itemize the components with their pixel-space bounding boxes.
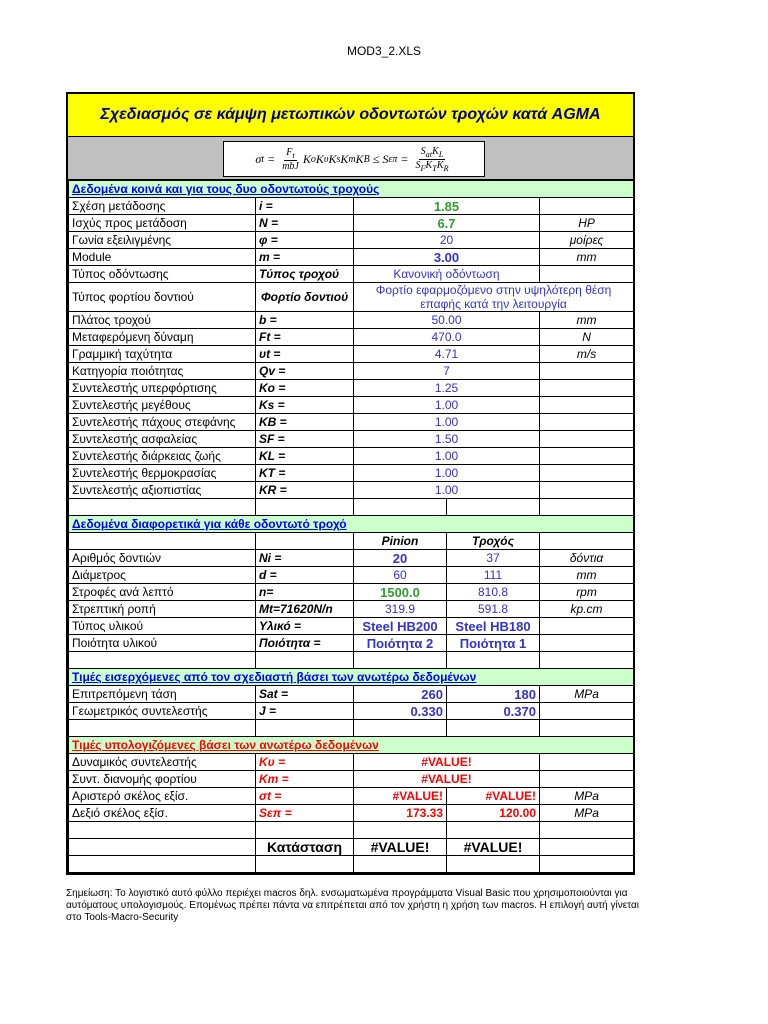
row-symbol: KR =	[256, 482, 354, 499]
blank-row	[69, 720, 634, 737]
empty-cell	[354, 652, 447, 669]
data-row	[69, 584, 634, 601]
empty-cell	[354, 499, 447, 516]
empty-cell	[447, 499, 540, 516]
row-symbol: d =	[256, 567, 354, 584]
data-row	[69, 431, 634, 448]
unit-cell: μοίρες	[540, 232, 634, 249]
pinion-value[interactable]: 319.9	[354, 601, 447, 618]
unit-cell: δόντια	[540, 550, 634, 567]
unit-cell: m/s	[540, 346, 634, 363]
unit-cell: mm	[540, 312, 634, 329]
row-label: Συντελεστής υπερφόρτισης	[69, 380, 256, 397]
data-row	[69, 198, 634, 215]
pinion-header: Pinion	[354, 533, 447, 550]
row-label: Γραμμική ταχύτητα	[69, 346, 256, 363]
input-cell[interactable]: 3.00	[354, 249, 540, 266]
row-symbol: Sat =	[256, 686, 354, 703]
unit-cell: HP	[540, 215, 634, 232]
data-row	[69, 703, 634, 720]
empty-cell	[256, 533, 354, 550]
row-symbol: Φορτίο δοντιού	[256, 283, 354, 312]
row-symbol: KL =	[256, 448, 354, 465]
data-row	[69, 266, 634, 283]
row-label: Στροφές ανά λεπτό	[69, 584, 256, 601]
pinion-value[interactable]: Steel HB200	[354, 618, 447, 635]
load-type-select[interactable]: Φορτίο εφαρμοζόμενο στην υψηλότερη θέση επαφής κατά την λειτουργία	[354, 283, 634, 312]
row-symbol: m =	[256, 249, 354, 266]
gear-header-row	[69, 533, 634, 550]
data-row	[69, 448, 634, 465]
empty-cell	[540, 499, 634, 516]
row-label: Συντελεστής ασφαλείας	[69, 431, 256, 448]
unit-cell: mm	[540, 567, 634, 584]
row-label: Στρεπτική ροπή	[69, 601, 256, 618]
row-label: Συντελεστής μεγέθους	[69, 397, 256, 414]
data-row	[69, 618, 634, 635]
unit-cell: kp.cm	[540, 601, 634, 618]
empty-cell	[540, 822, 634, 839]
empty-cell	[256, 499, 354, 516]
empty-cell	[256, 822, 354, 839]
row-label: Επιτρεπόμενη τάση	[69, 686, 256, 703]
empty-cell	[69, 856, 256, 873]
row-symbol: b =	[256, 312, 354, 329]
input-cell[interactable]: 1.00	[354, 482, 540, 499]
row-symbol: σt =	[256, 788, 354, 805]
section-title-computed: Τιμές υπολογιζόμενες βάσει των ανωτέρω δεδομένων	[69, 737, 634, 754]
empty-cell	[540, 771, 634, 788]
data-row	[69, 550, 634, 567]
row-label: Πλάτος τροχού	[69, 312, 256, 329]
empty-cell	[540, 839, 634, 856]
unit-cell	[540, 414, 634, 431]
row-symbol: i =	[256, 198, 354, 215]
row-symbol: KB =	[256, 414, 354, 431]
data-row	[69, 771, 634, 788]
data-row	[69, 686, 634, 703]
row-label: Συντελεστής αξιοπιστίας	[69, 482, 256, 499]
footnote: Σημείωση: Το λογιστικό αυτό φύλλο περιέχει macros δηλ. ενσωματωμένα προγράμματα Visual Basic που χρησιμοποιούνται για αυτόματους υπολογισμούς. Επομένως πρέπει πάντα να επιτρέπεται από τον χρήστη η χρήση των macros. Η επιλογή αυτή γίνεται στο Tools-Macro-Security	[66, 888, 639, 923]
computed-value: #VALUE!	[354, 771, 540, 788]
data-row	[69, 346, 634, 363]
data-row	[69, 283, 634, 312]
input-cell[interactable]: 4.71	[354, 346, 540, 363]
gear-value: #VALUE!	[447, 788, 540, 805]
input-cell[interactable]: 1.85	[354, 198, 540, 215]
empty-cell	[447, 652, 540, 669]
data-row	[69, 805, 634, 822]
blank-row	[69, 652, 634, 669]
empty-cell	[256, 720, 354, 737]
unit-cell	[540, 380, 634, 397]
empty-cell	[354, 822, 447, 839]
empty-cell	[447, 720, 540, 737]
section-title-different: Δεδομένα διαφορετικά για κάθε οδοντωτό τροχό	[69, 516, 634, 533]
row-symbol: Ft =	[256, 329, 354, 346]
data-row	[69, 754, 634, 771]
unit-cell: MPa	[540, 788, 634, 805]
data-row	[69, 232, 634, 249]
empty-cell	[69, 652, 256, 669]
unit-cell	[540, 198, 634, 215]
data-row	[69, 249, 634, 266]
section-header	[69, 516, 634, 533]
empty-cell	[540, 754, 634, 771]
row-label: Ποιότητα υλικού	[69, 635, 256, 652]
empty-cell	[69, 822, 256, 839]
input-cell[interactable]: 1.00	[354, 465, 540, 482]
pinion-value[interactable]: 0.330	[354, 703, 447, 720]
section-header	[69, 669, 634, 686]
empty-cell	[69, 533, 256, 550]
input-cell[interactable]: 1.00	[354, 397, 540, 414]
gear-value[interactable]: Steel HB180	[447, 618, 540, 635]
blank-row	[69, 856, 634, 873]
gear-value[interactable]: 591.8	[447, 601, 540, 618]
gear-header: Τροχός	[447, 533, 540, 550]
unit-cell: MPa	[540, 805, 634, 822]
section-header	[69, 737, 634, 754]
unit-cell	[540, 431, 634, 448]
gear-value[interactable]: 111	[447, 567, 540, 584]
status-gear: #VALUE!	[447, 839, 540, 856]
file-title: MOD3_2.XLS	[346, 44, 422, 58]
input-cell[interactable]: 7	[354, 363, 540, 380]
unit-cell: rpm	[540, 584, 634, 601]
pinion-value[interactable]: 1500.0	[354, 584, 447, 601]
empty-cell	[69, 839, 256, 856]
empty-cell	[354, 720, 447, 737]
row-label: Τύπος υλικού	[69, 618, 256, 635]
unit-cell	[540, 618, 634, 635]
empty-cell	[540, 856, 634, 873]
row-label: Αριστερό σκέλος εξίσ.	[69, 788, 256, 805]
unit-cell	[540, 448, 634, 465]
row-symbol: Ko =	[256, 380, 354, 397]
gear-value[interactable]: 0.370	[447, 703, 540, 720]
input-cell[interactable]: 50.00	[354, 312, 540, 329]
empty-cell	[540, 720, 634, 737]
input-cell[interactable]: 470.0	[354, 329, 540, 346]
row-symbol: n=	[256, 584, 354, 601]
row-label: Τύπος φορτίου δοντιού	[69, 283, 256, 312]
row-label: Δεξιό σκέλος εξίσ.	[69, 805, 256, 822]
status-label: Κατάσταση	[256, 839, 354, 856]
row-label: Συντελεστής διάρκειας ζωής	[69, 448, 256, 465]
empty-cell	[69, 720, 256, 737]
empty-cell	[69, 499, 256, 516]
pinion-value[interactable]: 60	[354, 567, 447, 584]
row-label: Γωνία εξειλιγμένης	[69, 232, 256, 249]
row-label: Τύπος οδόντωσης	[69, 266, 256, 283]
data-row	[69, 601, 634, 618]
pinion-value: #VALUE!	[354, 788, 447, 805]
empty-cell	[540, 652, 634, 669]
row-symbol: Τύπος τροχού	[256, 266, 354, 283]
unit-cell	[540, 703, 634, 720]
blank-row	[69, 499, 634, 516]
data-row	[69, 567, 634, 584]
input-cell[interactable]: Κανονική οδόντωση	[354, 266, 540, 283]
input-cell[interactable]: 1.00	[354, 448, 540, 465]
row-symbol: Ks =	[256, 397, 354, 414]
row-symbol: KT =	[256, 465, 354, 482]
unit-cell	[540, 465, 634, 482]
row-label: Συντελεστής πάχους στεφάνης	[69, 414, 256, 431]
empty-cell	[540, 533, 634, 550]
data-row	[69, 312, 634, 329]
section-header	[69, 181, 634, 198]
data-row	[69, 482, 634, 499]
gear-value[interactable]: 37	[447, 550, 540, 567]
empty-cell	[256, 652, 354, 669]
data-row	[69, 397, 634, 414]
row-symbol: SF =	[256, 431, 354, 448]
pinion-value: 173.33	[354, 805, 447, 822]
row-label: Συντ. διανομής φορτίου	[69, 771, 256, 788]
row-symbol: Qv =	[256, 363, 354, 380]
unit-cell	[540, 635, 634, 652]
unit-cell: N	[540, 329, 634, 346]
formula-image: σ t = $\frac{F_t}{\text{mbJ}}$ K o K υ K s K m K B ≤ S επ = $\frac{S_{at}K_L}{S_FK_TK_R}$	[223, 141, 485, 177]
data-table	[68, 180, 634, 873]
empty-cell	[447, 822, 540, 839]
row-symbol: J =	[256, 703, 354, 720]
unit-cell: mm	[540, 249, 634, 266]
data-row	[69, 363, 634, 380]
pinion-value[interactable]: 20	[354, 550, 447, 567]
row-symbol: φ =	[256, 232, 354, 249]
status-row	[69, 839, 634, 856]
empty-cell	[354, 856, 447, 873]
row-label: Κατηγορία ποιότητας	[69, 363, 256, 380]
pinion-value[interactable]: 260	[354, 686, 447, 703]
unit-cell	[540, 266, 634, 283]
unit-cell	[540, 397, 634, 414]
gear-value: 120.00	[447, 805, 540, 822]
row-label: Συντελεστής θερμοκρασίας	[69, 465, 256, 482]
gear-value[interactable]: 180	[447, 686, 540, 703]
data-row	[69, 414, 634, 431]
row-symbol: Kυ =	[256, 754, 354, 771]
data-row	[69, 215, 634, 232]
input-cell[interactable]: 1.50	[354, 431, 540, 448]
row-label: Δυναμικός συντελεστής	[69, 754, 256, 771]
row-label: Ισχύς προς μετάδοση	[69, 215, 256, 232]
row-label: Γεωμετρικός συντελεστής	[69, 703, 256, 720]
blank-row	[69, 822, 634, 839]
row-symbol: N =	[256, 215, 354, 232]
row-symbol: Mt=71620N/n	[256, 601, 354, 618]
row-symbol: Ποιότητα =	[256, 635, 354, 652]
input-cell[interactable]: 1.00	[354, 414, 540, 431]
row-symbol: Km =	[256, 771, 354, 788]
row-label: Σχέση μετάδοσης	[69, 198, 256, 215]
sheet-title: Σχεδιασμός σε κάμψη μετωπικών οδοντωτών τροχών κατά AGMA	[68, 94, 633, 137]
data-row	[69, 329, 634, 346]
status-pinion: #VALUE!	[354, 839, 447, 856]
pinion-value[interactable]: Ποιότητα 2	[354, 635, 447, 652]
gear-value[interactable]: 810.8	[447, 584, 540, 601]
input-cell[interactable]: 20	[354, 232, 540, 249]
spreadsheet	[66, 92, 635, 875]
row-symbol: Ni =	[256, 550, 354, 567]
data-row	[69, 635, 634, 652]
formula-band	[68, 137, 633, 180]
row-symbol: Sεπ =	[256, 805, 354, 822]
data-row	[69, 465, 634, 482]
empty-cell	[447, 856, 540, 873]
gear-value[interactable]: Ποιότητα 1	[447, 635, 540, 652]
section-title-designer: Τιμές εισερχόμενες από τον σχεδιαστή βάσει των ανωτέρω δεδομένων	[69, 669, 634, 686]
empty-cell	[256, 856, 354, 873]
row-label: Μεταφερόμενη δύναμη	[69, 329, 256, 346]
computed-value: #VALUE!	[354, 754, 540, 771]
unit-cell	[540, 482, 634, 499]
data-row	[69, 380, 634, 397]
row-label: Αριθμός δοντιών	[69, 550, 256, 567]
row-symbol: υt =	[256, 346, 354, 363]
row-symbol: Υλικό =	[256, 618, 354, 635]
data-row	[69, 788, 634, 805]
section-title-common: Δεδομένα κοινά και για τους δυο οδοντωτούς τροχούς	[69, 181, 634, 198]
unit-cell: MPa	[540, 686, 634, 703]
unit-cell	[540, 363, 634, 380]
input-cell[interactable]: 6.7	[354, 215, 540, 232]
row-label: Διάμετρος	[69, 567, 256, 584]
row-label: Module	[69, 249, 256, 266]
input-cell[interactable]: 1.25	[354, 380, 540, 397]
